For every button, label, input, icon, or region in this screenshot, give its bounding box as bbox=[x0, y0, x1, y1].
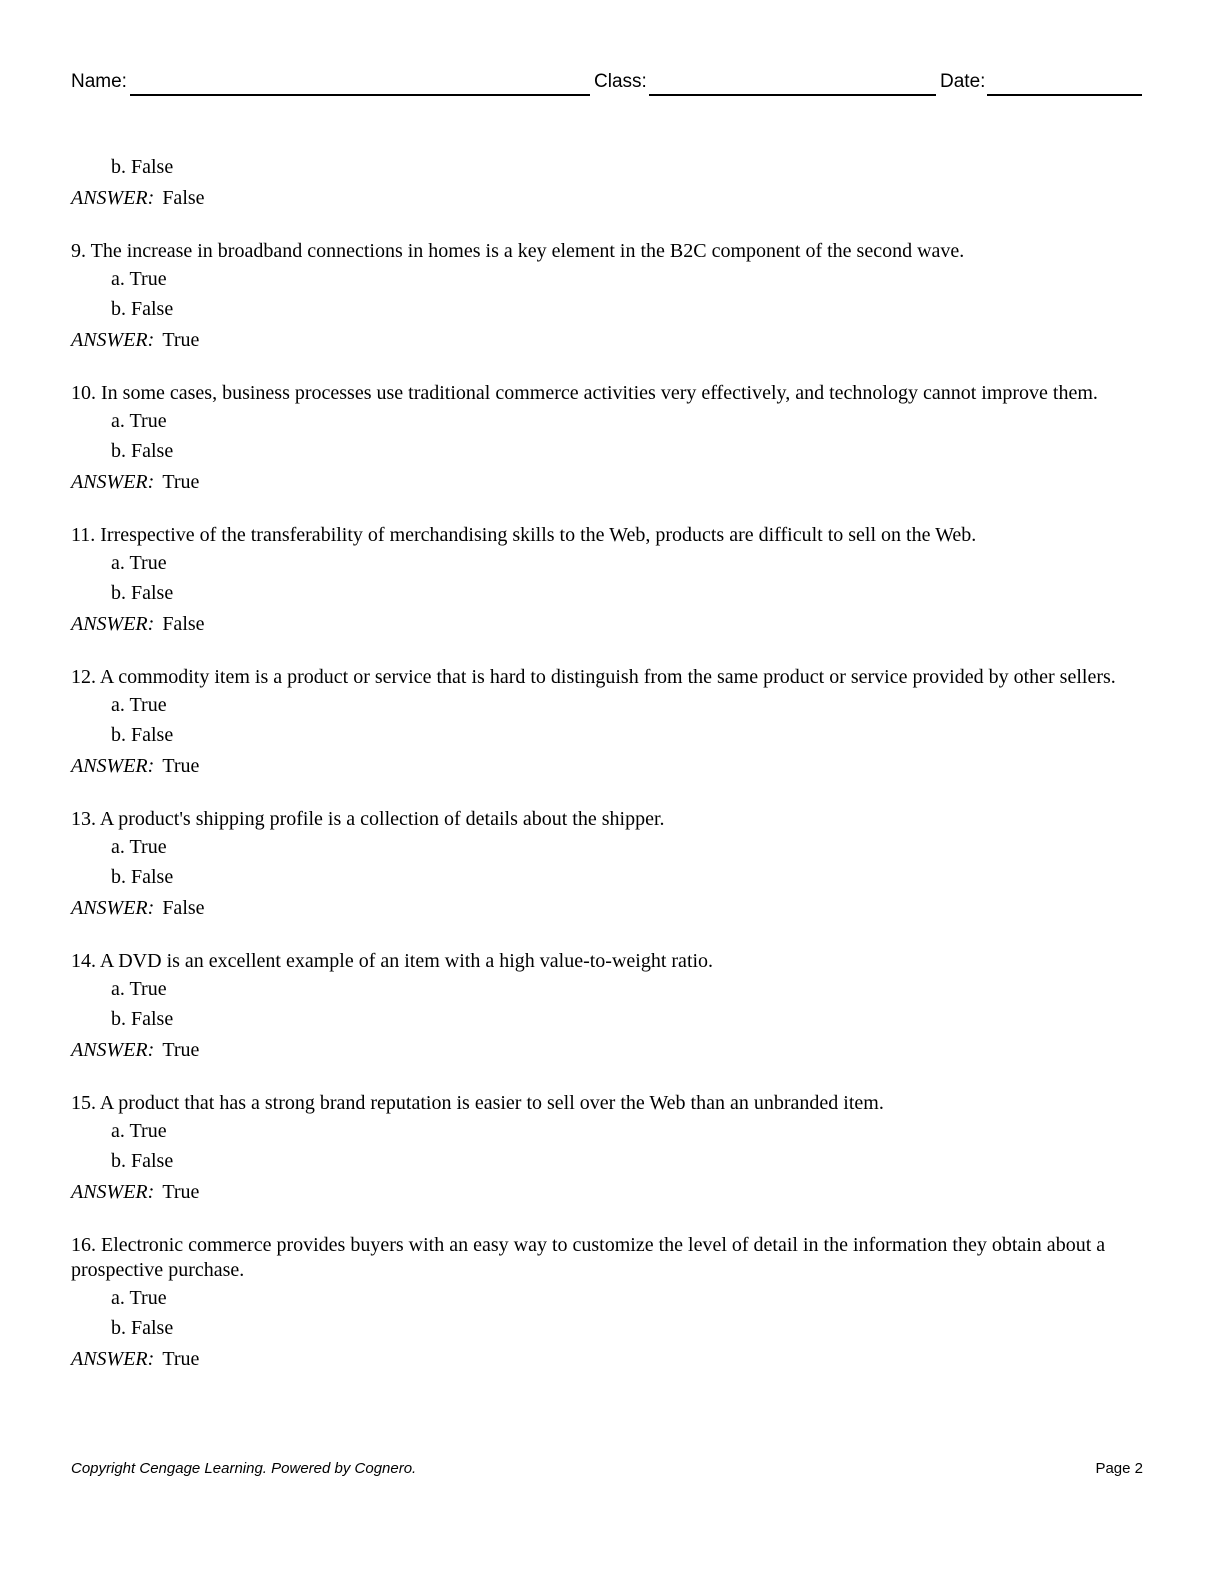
answer-value: True bbox=[162, 754, 200, 777]
question-13 bbox=[71, 807, 1151, 923]
question-text: 13. A product's shipping profile is a collection of details about the shipper. bbox=[71, 807, 665, 830]
option-b: b. False bbox=[111, 724, 174, 746]
answer-line bbox=[71, 1035, 1151, 1065]
answer-line bbox=[71, 183, 1151, 213]
answer-value: True bbox=[162, 1347, 200, 1370]
question-12 bbox=[71, 665, 1151, 781]
question-text: 10. In some cases, business processes use traditional commerce activities very effectively, and technology cannot improve them. bbox=[71, 381, 1098, 404]
answer-label: ANSWER: bbox=[71, 1038, 155, 1061]
answer-value: True bbox=[162, 1180, 200, 1203]
option-a: a. True bbox=[111, 267, 167, 290]
answer-label: ANSWER: bbox=[71, 612, 155, 635]
question-text: 9. The increase in broadband connections in homes is a key element in the B2C component of the second wave. bbox=[71, 239, 965, 262]
option-a: a. True bbox=[111, 409, 167, 432]
answer-label: ANSWER: bbox=[71, 896, 155, 919]
question-continued bbox=[71, 152, 1151, 213]
class-label: Class: bbox=[594, 71, 647, 92]
answer-value: False bbox=[162, 186, 205, 209]
option-b: b. False bbox=[111, 582, 174, 604]
answer-line bbox=[71, 751, 1151, 781]
answer-label: ANSWER: bbox=[71, 328, 155, 351]
option-a: a. True bbox=[111, 1119, 167, 1142]
option-b: b. False bbox=[111, 156, 174, 178]
date-blank-line bbox=[987, 94, 1142, 96]
answer-line bbox=[71, 325, 1151, 355]
name-label: Name: bbox=[71, 71, 127, 92]
answer-value: False bbox=[162, 896, 205, 919]
question-14 bbox=[71, 949, 1151, 1065]
answer-value: True bbox=[162, 470, 200, 493]
option-a: a. True bbox=[111, 551, 167, 574]
option-b: b. False bbox=[111, 1317, 174, 1339]
answer-value: False bbox=[162, 612, 205, 635]
question-text: 12. A commodity item is a product or service that is hard to distinguish from the same product or service provided by other sellers. bbox=[71, 665, 1116, 688]
answer-label: ANSWER: bbox=[71, 1347, 155, 1370]
answer-value: True bbox=[162, 1038, 200, 1061]
answer-label: ANSWER: bbox=[71, 470, 155, 493]
question-15 bbox=[71, 1091, 1151, 1207]
question-16 bbox=[71, 1233, 1151, 1374]
question-text: 11. Irrespective of the transferability of merchandising skills to the Web, products are difficult to sell on the Web. bbox=[71, 523, 977, 546]
answer-value: True bbox=[162, 328, 200, 351]
option-b: b. False bbox=[111, 1008, 174, 1030]
question-text: 16. Electronic commerce provides buyers with an easy way to customize the level of detail in the information they obtain about a prospective purchase. bbox=[71, 1233, 1106, 1281]
page-header bbox=[71, 70, 1143, 96]
option-a: a. True bbox=[111, 977, 167, 1000]
name-blank-line bbox=[130, 94, 590, 96]
answer-line bbox=[71, 467, 1151, 497]
answer-line bbox=[71, 1177, 1151, 1207]
copyright-text: Copyright Cengage Learning. Powered by Cognero. bbox=[71, 1460, 417, 1477]
class-blank-line bbox=[649, 94, 936, 96]
option-b: b. False bbox=[111, 440, 174, 462]
date-label: Date: bbox=[940, 71, 986, 92]
question-list bbox=[71, 152, 1151, 1374]
question-9 bbox=[71, 239, 1151, 355]
page-footer bbox=[71, 1460, 1143, 1480]
answer-label: ANSWER: bbox=[71, 754, 155, 777]
answer-line bbox=[71, 1344, 1151, 1374]
option-a: a. True bbox=[111, 1286, 167, 1309]
question-text: 15. A product that has a strong brand reputation is easier to sell over the Web than an unbranded item. bbox=[71, 1091, 884, 1114]
option-b: b. False bbox=[111, 1150, 174, 1172]
answer-label: ANSWER: bbox=[71, 1180, 155, 1203]
option-b: b. False bbox=[111, 866, 174, 888]
option-b: b. False bbox=[111, 298, 174, 320]
answer-line bbox=[71, 609, 1151, 639]
question-11 bbox=[71, 523, 1151, 639]
question-10 bbox=[71, 381, 1151, 497]
option-a: a. True bbox=[111, 835, 167, 858]
answer-line bbox=[71, 893, 1151, 923]
page-number: Page 2 bbox=[1095, 1460, 1143, 1477]
option-a: a. True bbox=[111, 693, 167, 716]
answer-label: ANSWER: bbox=[71, 186, 155, 209]
question-text: 14. A DVD is an excellent example of an item with a high value-to-weight ratio. bbox=[71, 949, 714, 972]
